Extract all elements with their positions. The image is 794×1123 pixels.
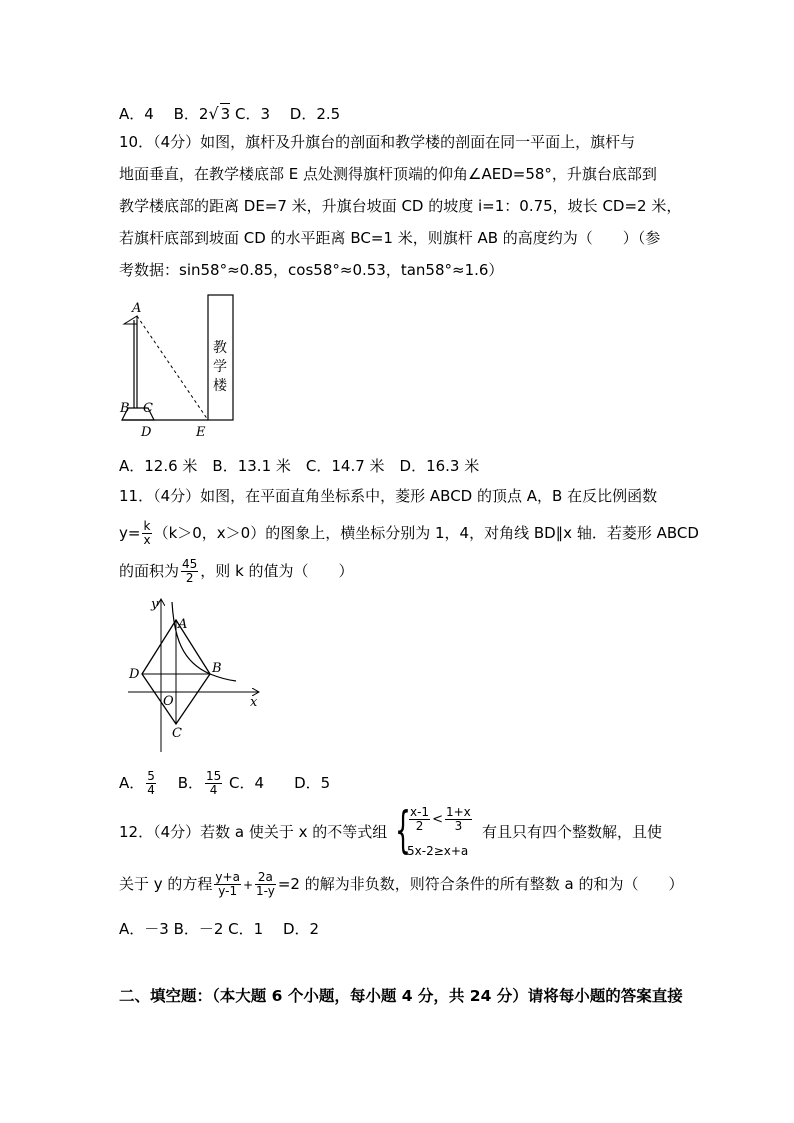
hyperbola-curve [172, 602, 236, 681]
flag-icon [124, 316, 137, 324]
q10-line-1: 10．（4分）如图，旗杆及升旗台的剖面和教学楼的剖面在同一平面上，旗杆与 [119, 133, 636, 151]
q11-line-1: 11．（4分）如图，在平面直角坐标系中，菱形 ABCD 的顶点 A，B 在反比例函数 [119, 487, 658, 505]
q12-inequality-system [395, 801, 485, 862]
ineq1-op: < [432, 812, 443, 827]
q12-eq-frac-1 [214, 871, 241, 898]
label-D: D [129, 667, 140, 682]
q10-line-5: 考数据：sin58°≈0.85，cos58°≈0.53，tan58°≈1.6） [119, 261, 504, 279]
frac-num: 2a [255, 871, 276, 885]
eq-plus: + [242, 878, 253, 892]
q11-line-2 [119, 520, 699, 547]
building-char-1: 教 [213, 340, 227, 356]
frac-num: x-1 [410, 805, 430, 819]
q10-line-2: 地面垂直，在教学楼底部 E 点处测得旗杆顶端的仰角∠AED=58°，升旗台底部到 [119, 165, 657, 183]
q9-option-b-coef: B．2 [173, 105, 209, 123]
q11-option-a-frac [146, 770, 156, 797]
frac-num: 1+x [445, 805, 471, 819]
label-O: O [163, 694, 174, 709]
building-char-3: 楼 [213, 378, 227, 394]
q9-option-c: C．3 [234, 105, 270, 123]
q11-line-3 [119, 558, 354, 585]
label-B: B [212, 661, 222, 676]
label-B: B [120, 401, 130, 416]
frac-den: 1-y [256, 884, 275, 898]
label-C: C [143, 401, 153, 416]
section-2-heading: 二、填空题：（本大题 6 个小题，每小题 4 分，共 24 分）请将每小题的答案直接 [119, 987, 683, 1005]
q11-line-2-text: （k＞0，x＞0）的图象上，横坐标分别为 1，4，对角线 BD∥x 轴．若菱形 ABCD [153, 524, 699, 542]
q10-options: A．12.6 米 B．13.1 米 C．14.7 米 D．16.3 米 [119, 457, 480, 475]
q12-line-1-prefix: 12．（4分）若数 a 使关于 x 的不等式组 [119, 823, 388, 841]
frac-den: y-1 [218, 884, 238, 898]
q10-line-3: 教学楼底部的距离 DE=7 米，升旗台坡面 CD 的坡度 i=1：0.75，坡长 CD=2 米， [119, 197, 682, 215]
label-y: y [151, 597, 159, 612]
label-C: C [172, 726, 182, 741]
q11-y-eq: y= [119, 524, 141, 542]
q11-options [119, 768, 330, 798]
label-x: x [250, 695, 258, 710]
frac-num: k [143, 519, 151, 533]
q12-ineq-2: 5x-2≥x+a [407, 844, 469, 858]
frac-num: 5 [147, 769, 155, 783]
q12-ineq-1 [407, 806, 474, 833]
frac-den: 3 [454, 819, 463, 833]
frac-den: 2 [185, 571, 194, 585]
frac-den: x [143, 533, 151, 547]
q11-figure [120, 592, 270, 757]
q11-option-a-label: A． [119, 774, 145, 792]
ineq1-right [445, 806, 472, 833]
q12-line-2-post: =2 的解为非负数，则符合条件的所有整数 a 的和为（ ） [277, 875, 684, 893]
q12-eq-frac-2 [255, 871, 276, 898]
label-D: D [141, 425, 152, 440]
q11-option-cd: C．4 D．5 [229, 774, 331, 792]
q11-area-text: 的面积为 [119, 562, 180, 580]
q9-options [119, 103, 340, 124]
q12-line-1-suffix: 有且只有四个整数解，且使 [482, 823, 663, 841]
frac-num: 45 [182, 557, 198, 571]
q9-option-a: A．4 [119, 105, 154, 123]
frac-den: 4 [147, 783, 155, 797]
sqrt-icon: √ [208, 104, 219, 123]
q9-option-b [174, 105, 231, 123]
brace-icon: { [395, 801, 411, 859]
label-A: A [178, 617, 188, 632]
label-A: A [132, 301, 142, 316]
q11-line-3-text: ，则 k 的值为（ ） [200, 562, 354, 580]
ineq1-left [409, 806, 430, 833]
q11-option-b-frac [205, 770, 222, 797]
building-char-2: 学 [213, 359, 227, 375]
q12-line-2-pre: 关于 y 的方程 [119, 875, 213, 893]
q10-figure [112, 290, 242, 440]
teaching-building [208, 295, 233, 420]
frac-num: 15 [205, 769, 222, 783]
frac-den: 4 [209, 783, 218, 797]
q11-area-frac [181, 558, 198, 585]
q9-option-d: D．2.5 [289, 105, 341, 123]
q12-options: A．－3 B．－2 C．1 D．2 [119, 920, 320, 938]
q10-line-4: 若旗杆底部到坡面 CD 的水平距离 BC=1 米，则旗杆 AB 的高度约为（ ）（参 [119, 229, 661, 247]
frac-num: y+a [215, 870, 240, 884]
q11-k-over-x [142, 520, 151, 547]
q12-line-2 [119, 870, 683, 899]
q11-option-b-label: B． [177, 774, 203, 792]
q9-option-b-radicand: 3 [220, 105, 231, 123]
frac-den: 2 [415, 819, 424, 833]
label-E: E [196, 425, 206, 440]
